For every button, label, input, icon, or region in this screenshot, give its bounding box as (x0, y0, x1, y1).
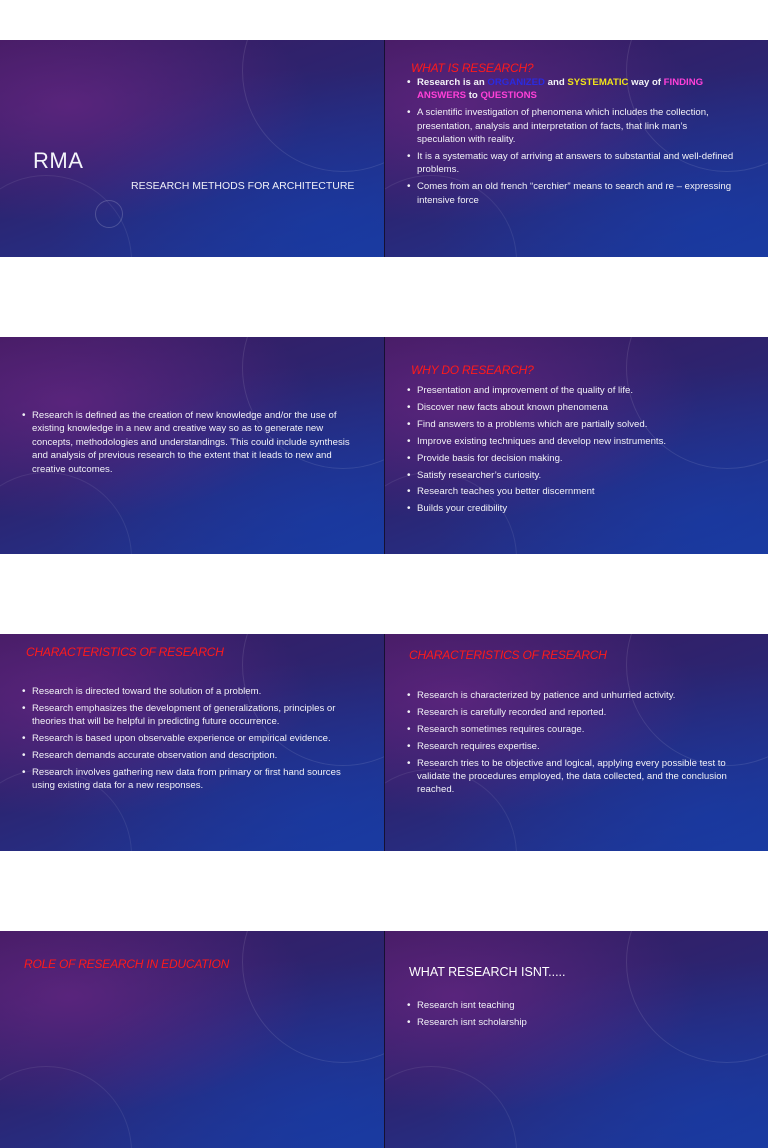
slide-heading: CHARACTERISTICS OF RESEARCH (409, 648, 607, 662)
bullet-item: • Research is defined as the creation of new knowledge and/or the use of existing knowledge in a new and creative way so as to generate new concepts, methodologies and understandings. This could include synthesis and analysis of previous research to the extent that it leads to new and creative outcomes. (22, 409, 362, 476)
slide-title: RMA (33, 148, 84, 173)
slide-role-of-research (0, 931, 384, 1148)
text-span: way of (628, 77, 664, 88)
bullet-item: • Find answers to a problems which are partially solved. (407, 418, 737, 431)
slide-title-rma (0, 40, 384, 257)
bullet-item: • Research is based upon observable experience or empirical evidence. (22, 732, 352, 745)
slide-heading: WHY DO RESEARCH? (411, 363, 534, 377)
bullet-item (407, 76, 737, 103)
text-span: Research is an (417, 77, 488, 88)
highlight-finding-answers: FINDING ANSWERS (417, 77, 704, 102)
bullet-list (22, 409, 362, 480)
bullet-list (407, 689, 737, 800)
slide-research-definition (0, 337, 384, 554)
slide-characteristics-1 (0, 634, 384, 851)
highlight-questions: QUESTIONS (480, 90, 537, 102)
text-span: and (544, 77, 568, 88)
bullet-item: • Provide basis for decision making. (407, 452, 737, 465)
bullet-item: • Research involves gathering new data from primary or first hand sources using existing data for a new responses. (22, 766, 352, 793)
bullet-item: • Research isnt scholarship (407, 1016, 737, 1029)
bullet-item: • Improve existing techniques and develop new instruments. (407, 435, 737, 448)
bullet-item: • Research teaches you better discernment (407, 485, 737, 498)
bullet-item: • Satisfy researcher’s curiosity. (407, 469, 737, 482)
bullet-list (407, 999, 737, 1033)
slide-row-2 (0, 337, 768, 554)
bullet-item: • Research isnt teaching (407, 999, 737, 1012)
slide-what-research-isnt (384, 931, 768, 1148)
bullet-item: • Research is carefully recorded and reported. (407, 706, 737, 719)
bullet-item: • Presentation and improvement of the quality of life. (407, 384, 737, 397)
highlight-organized: ORGANIZED (487, 77, 545, 88)
slide-heading: WHAT IS RESEARCH? (411, 61, 534, 75)
slide-heading: WHAT RESEARCH ISNT..... (409, 965, 566, 979)
text-span: to (466, 90, 481, 102)
bullet-item: • Research is characterized by patience and unhurried activity. (407, 689, 737, 702)
bullet-item: • It is a systematic way of arriving at answers to substantial and well-defined problems. (407, 150, 737, 177)
bullet-item: • Research requires expertise. (407, 740, 737, 753)
slide-characteristics-2 (384, 634, 768, 851)
slide-row-1 (0, 40, 768, 257)
bullet-item: • Research is directed toward the solution of a problem. (22, 685, 352, 698)
bullet-list (407, 384, 737, 519)
bullet-item: • Builds your credibility (407, 502, 737, 515)
bullet-item: • Research emphasizes the development of generalizations, principles or theories that will be helpful in predicting future occurrence. (22, 702, 352, 729)
bullet-item: • A scientific investigation of phenomena which includes the collection, presentation, analysis and interpretation of facts, that link man’s speculation with reality. (407, 106, 737, 146)
slide-heading: CHARACTERISTICS OF RESEARCH (26, 645, 224, 659)
bullet-item: • Research demands accurate observation and description. (22, 749, 352, 762)
slide-what-is-research (384, 40, 768, 257)
decorative-ring (95, 200, 123, 228)
highlight-systematic: SYSTEMATIC (567, 77, 629, 88)
bullet-item: • Discover new facts about known phenomena (407, 401, 737, 414)
bullet-list (407, 76, 737, 211)
slide-row-4 (0, 931, 768, 1028)
slide-why-do-research (384, 337, 768, 554)
slide-heading: ROLE OF RESEARCH IN EDUCATION (24, 957, 230, 971)
slide-row-3 (0, 634, 768, 851)
bullet-list (22, 685, 352, 796)
bullet-item: • Research sometimes requires courage. (407, 723, 737, 736)
bullet-item: • Research tries to be objective and logical, applying every possible test to validate the procedures employed, the data collected, and the conclusion reached. (407, 757, 737, 797)
bullet-item: • Comes from an old french “cerchier” means to search and re – expressing intensive force (407, 180, 737, 207)
slide-subtitle: RESEARCH METHODS FOR ARCHITECTURE (131, 180, 355, 192)
